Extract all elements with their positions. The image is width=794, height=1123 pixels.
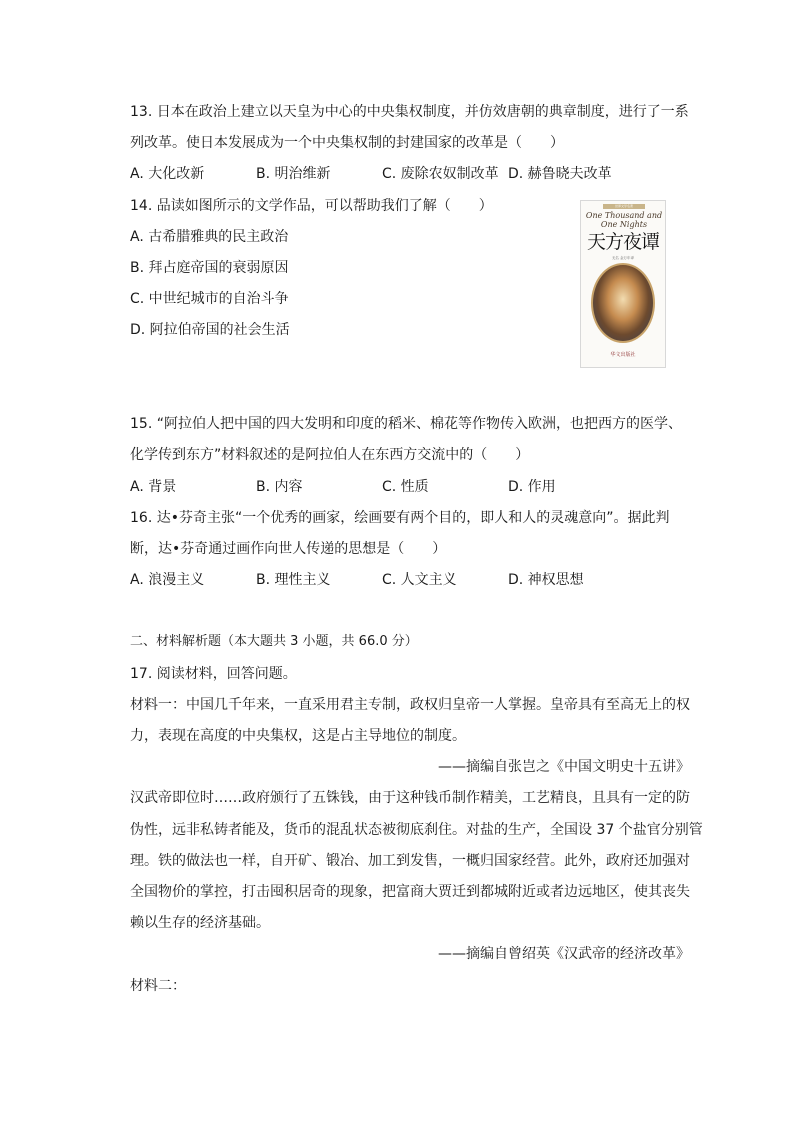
cover-subtitle: 无名 金万年译 — [611, 256, 635, 260]
book-cover-image — [580, 200, 666, 368]
q15-option-a: A. 背景 — [130, 479, 177, 495]
q15-option-b: B. 内容 — [256, 479, 303, 495]
q16-stem-line1: 16. 达•芬奇主张“一个优秀的画家，绘画要有两个目的，即人和人的灵魂意向”。据此判 — [130, 510, 670, 526]
q14-option-d: D. 阿拉伯帝国的社会生活 — [130, 322, 290, 338]
q17-paragraph2-source: ——摘编自曾绍英《汉武帝的经济改革》 — [438, 946, 690, 962]
q13-option-c: C. 废除农奴制改革 — [382, 166, 499, 182]
q17-paragraph2-line5: 赖以生存的经济基础。 — [130, 915, 270, 931]
cover-illustration — [591, 263, 655, 343]
q17-material1-line2: 力，表现在高度的中央集权，这是占主导地位的制度。 — [130, 728, 466, 744]
q16-option-d: D. 神权思想 — [508, 572, 584, 588]
cover-title-cn: 天方夜谭 — [586, 231, 659, 253]
q17-paragraph2-line1: 汉武帝即位时……政府颁行了五铢钱，由于这种钱币制作精美，工艺精良，且具有一定的防 — [130, 790, 690, 806]
q15-option-c: C. 性质 — [382, 479, 429, 495]
q13-option-a: A. 大化改新 — [130, 166, 205, 182]
q16-option-a: A. 浪漫主义 — [130, 572, 205, 588]
q17-material1-source: ——摘编自张岂之《中国文明史十五讲》 — [438, 759, 690, 775]
q17-material2-label: 材料二： — [130, 978, 186, 994]
q16-stem-line2: 断，达•芬奇通过画作向世人传递的思想是（ ） — [130, 541, 447, 557]
q17-stem: 17. 阅读材料，回答问题。 — [130, 666, 297, 682]
q13-option-b: B. 明治维新 — [256, 166, 331, 182]
q17-paragraph2-line4: 全国物价的掌控，打击囤积居奇的现象，把富商大贾迁到都城附近或者边远地区，使其丧失 — [130, 884, 690, 900]
q15-option-d: D. 作用 — [508, 479, 556, 495]
q16-option-c: C. 人文主义 — [382, 572, 457, 588]
q13-stem-line1: 13. 日本在政治上建立以天皇为中心的中央集权制度，并仿效唐朝的典章制度，进行了一系 — [130, 104, 689, 120]
cover-band — [603, 204, 645, 209]
q13-stem-line2: 列改革。使日本发展成为一个中央集权制的封建国家的改革是（ ） — [130, 135, 564, 151]
q14-option-a: A. 古希腊雅典的民主政治 — [130, 229, 289, 245]
q15-stem-line2: 化学传到东方”材料叙述的是阿拉伯人在东西方交流中的（ ） — [130, 447, 530, 463]
cover-band-text: 世界文学名著 — [614, 204, 633, 208]
section-heading: 二、材料解析题（本大题共 3 小题，共 66.0 分） — [130, 634, 418, 649]
cover-title-en: One Thousand and One Nights — [585, 211, 663, 229]
q14-option-b: B. 拜占庭帝国的衰弱原因 — [130, 260, 289, 276]
q14-option-c: C. 中世纪城市的自治斗争 — [130, 291, 289, 307]
q13-option-d: D. 赫鲁晓夫改革 — [508, 166, 612, 182]
q14-stem: 14. 品读如图所示的文学作品，可以帮助我们了解（ ） — [130, 198, 493, 214]
q16-option-b: B. 理性主义 — [256, 572, 331, 588]
q17-paragraph2-line2: 伪性，远非私铸者能及，货币的混乱状态被彻底刹住。对盐的生产，全国设 37 个盐官分别管 — [130, 822, 703, 838]
cover-publisher: 华文出版社 — [610, 352, 636, 358]
q15-stem-line1: 15. “阿拉伯人把中国的四大发明和印度的稻米、棉花等作物传入欧洲，也把西方的医学、 — [130, 416, 682, 432]
q17-material1-line1: 材料一：中国几千年来，一直采用君主专制，政权归皇帝一人掌握。皇帝具有至高无上的权 — [130, 697, 690, 713]
q17-paragraph2-line3: 理。铁的做法也一样，自开矿、锻冶、加工到发售，一概归国家经营。此外，政府还加强对 — [130, 853, 690, 869]
